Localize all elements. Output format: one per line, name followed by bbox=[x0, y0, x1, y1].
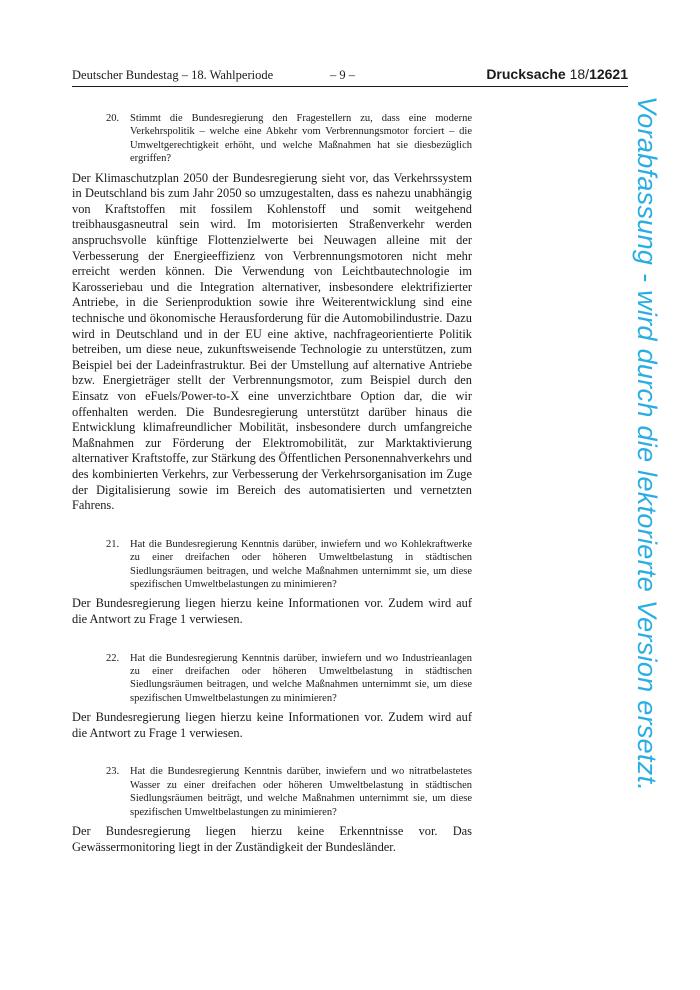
question-text: Hat die Bundesregierung Kenntnis darüber, inwiefern und wo Industrieanlagen zu einer dreifachen oder höheren Umweltbelastung in städtischen Siedlungsräumen beitragen, und welche Maßnahmen unternimmt sie, um diese spezifischen Umweltbelastungen zu minimieren? bbox=[130, 652, 472, 704]
question-number: 20. bbox=[106, 113, 120, 124]
question-text: Hat die Bundesregierung Kenntnis darüber, inwiefern und wo Kohlekraftwerke zu einer dreifachen oder höheren Umweltbelastung in städtischen Siedlungsräumen beitragen, und welche Maßnahmen unternimmt sie, um diese spezifischen Umweltbelastungen zu minimieren? bbox=[130, 538, 472, 590]
header-page-number: – 9 – bbox=[330, 68, 355, 82]
question-21 bbox=[72, 538, 472, 592]
question-23 bbox=[72, 765, 472, 819]
document-body bbox=[72, 112, 472, 855]
answer-20: Der Klimaschutzplan 2050 der Bundesregierung sieht vor, das Verkehrssystem in Deutschland bis zum Jahr 2050 so umzugestalten, dass es nahezu unabhängig von Kraftstoffen mit fossilem Kohlenstoff und somit weitgehend treibhausgasneutral sein wird. Im motorisierten Straßenverkehr werden anspruchsvolle künftige Flottenzielwerte bei Neuwagen alleine mit der Verbesserung der Energieeffizienz von Verbrennungsmotoren nicht mehr erreicht werden können. Die Verwendung von Leichtbautechnologie im Karosseriebau und die Integration alternativer, insbesondere elektrifizierter Antriebe, in die Serienproduktion sowie ihre Weiterentwicklung sind eine technische und ökonomische Herausforderung für die Automobilindustrie. Dazu wird in Deutschland und in der EU eine aktive, nachfrageorientierte Politik betreiben, um diese neue, zukunftsweisende Technologie zu unterstützen, zum Beispiel bei der Ladeinfrastruktur. Bei der Umstellung auf alternative Antriebe bzw. Energieträger stellt der Verbrennungsmotor, zum Beispiel durch den Einsatz von eFuels/Power-to-X eine unverzichtbare Option dar, die wir offenhalten werden. Die Bundesregierung unterstützt darüber hinaus die Entwicklung klimafreundlicher Mobilität, insbesondere durch umfangreiche Maßnahmen zur Förderung der Elektromobilität, zur Marktaktivierung alternativer Kraftstoffe, zur Stärkung des Öffentlichen Personennahverkehrs und des kombinierten Verkehrs, zur Verbesserung der Verkehrsorganisation im Zuge der Digitalisierung sowie im Bereich des automatisierten und vernetzten Fahrens. bbox=[72, 170, 472, 513]
question-number: 21. bbox=[106, 538, 120, 550]
header-rule bbox=[72, 86, 628, 87]
header-document-number bbox=[486, 66, 628, 82]
answer-23: Der Bundesregierung liegen hierzu keine Erkenntnisse vor. Das Gewässermonitoring liegt in der Zuständigkeit der Bundesländer. bbox=[72, 823, 472, 854]
question-text: Hat die Bundesregierung Kenntnis darüber, inwiefern und wo nitratbelastetes Wasser zu einer dreifachen oder höheren Umweltbelastung in städtischen Siedlungsräumen beiträgt, und welche Maßnahmen unternimmt sie, um diese spezifischen Umweltbelastungen zu minimieren? bbox=[130, 766, 472, 818]
header-publication: Deutscher Bundestag – 18. Wahlperiode bbox=[72, 68, 274, 82]
page-header bbox=[72, 66, 628, 86]
header-doc-period: 18/ bbox=[569, 66, 590, 82]
question-20 bbox=[72, 112, 472, 166]
header-doc-label: Drucksache bbox=[486, 66, 566, 82]
question-number: 22. bbox=[106, 652, 120, 664]
header-doc-id: 12621 bbox=[589, 66, 628, 82]
answer-22: Der Bundesregierung liegen hierzu keine Informationen vor. Zudem wird auf die Antwort zu Frage 1 verwiesen. bbox=[72, 710, 472, 740]
watermark-text: Vorabfassung - wird durch die lektorierte Version ersetzt. bbox=[632, 96, 662, 792]
question-number: 23. bbox=[106, 766, 120, 778]
answer-21: Der Bundesregierung liegen hierzu keine Informationen vor. Zudem wird auf die Antwort zu Frage 1 verwiesen. bbox=[72, 596, 472, 626]
question-22 bbox=[72, 652, 472, 706]
question-text: Stimmt die Bundesregierung den Fragestellern zu, dass eine moderne Verkehrspolitik – welche eine Abkehr vom Verbrennungsmotor forciert – die Umweltgerechtigkeit erhöht, und welche Maßnahmen hat sie diesbezüglich ergriffen? bbox=[130, 113, 472, 165]
